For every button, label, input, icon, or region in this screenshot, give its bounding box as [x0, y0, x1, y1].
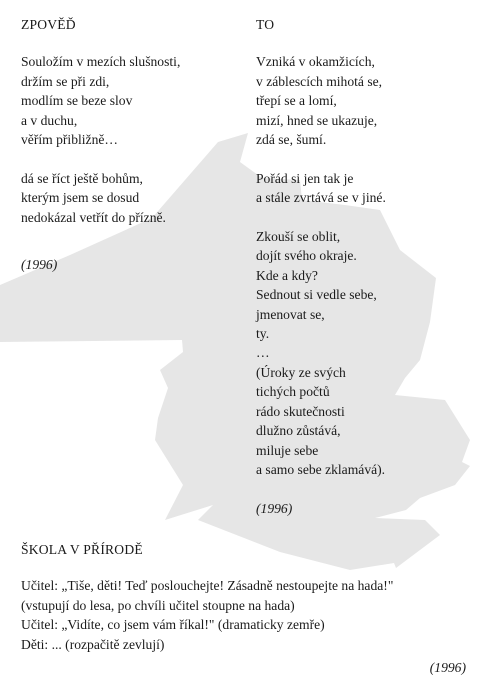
- verse-line: …: [256, 345, 270, 361]
- poem-to: [256, 15, 471, 518]
- verse-line: a samo sebe zklamává).: [256, 461, 386, 477]
- stanza: [21, 52, 236, 149]
- stanza: [256, 227, 471, 479]
- poem-title: TO: [256, 17, 275, 32]
- verse-line: zdá se, šumí.: [256, 132, 327, 148]
- poem-skola-v-prirode: [21, 540, 466, 677]
- verse-line: dá se říct ještě bohům,: [21, 170, 143, 186]
- verse-line: Sednout si vedle sebe,: [256, 287, 377, 303]
- verse-line: Učitel: „Vidíte, co jsem vám říkal!" (dramaticky zemře): [21, 617, 325, 633]
- verse-line: a v duchu,: [21, 112, 78, 128]
- stanza: [21, 169, 236, 227]
- verse-line: nedokázal vetřít do přízně.: [21, 209, 166, 225]
- verse-line: mizí, hned se ukazuje,: [256, 112, 378, 128]
- poem-date: (1996): [21, 257, 58, 273]
- verse-line: věřím přibližně…: [21, 132, 119, 148]
- stanza: [256, 169, 471, 208]
- verse-line: tichých počtů: [256, 384, 330, 400]
- stanza: [256, 52, 471, 149]
- verse-line: Děti: ... (rozpačitě zevlují): [21, 636, 165, 652]
- verse-line: Souložím v mezích slušnosti,: [21, 54, 181, 70]
- verse-line: třepí se a lomí,: [256, 93, 337, 109]
- verse-line: v záblescích mihotá se,: [256, 73, 383, 89]
- verse-line: rádo skutečnosti: [256, 403, 345, 419]
- verse-line: ty.: [256, 326, 270, 342]
- verse-line: dlužno zůstává,: [256, 423, 341, 439]
- verse-line: Pořád si jen tak je: [256, 170, 354, 186]
- verse-line: držím se při zdi,: [21, 73, 110, 89]
- verse-line: (Úroky ze svých: [256, 364, 346, 380]
- poem-title: ŠKOLA V PŘÍRODĚ: [21, 542, 143, 557]
- verse-line: Kde a kdy?: [256, 267, 318, 283]
- verse-line: dojít svého okraje.: [256, 248, 357, 264]
- verse-line: Zkouší se oblit,: [256, 229, 341, 245]
- poem-zpoved: [21, 15, 236, 274]
- poem-date: (1996): [256, 500, 293, 516]
- verse-line: miluje sebe: [256, 442, 319, 458]
- verse-line: modlím se beze slov: [21, 93, 133, 109]
- verse-line: (vstupují do lesa, po chvíli učitel stoupne na hada): [21, 597, 295, 613]
- poem-title: ZPOVĚĎ: [21, 17, 76, 32]
- verse-line: a stále zvrtává se v jiné.: [256, 190, 386, 206]
- verse-line: Vzniká v okamžicích,: [256, 54, 375, 70]
- verse-line: Učitel: „Tiše, děti! Teď poslouchejte! Zásadně nestoupejte na hada!": [21, 578, 394, 594]
- verse-line: kterým jsem se dosud: [21, 190, 140, 206]
- verse-line: jmenovat se,: [256, 306, 325, 322]
- poem-date: (1996): [429, 660, 466, 676]
